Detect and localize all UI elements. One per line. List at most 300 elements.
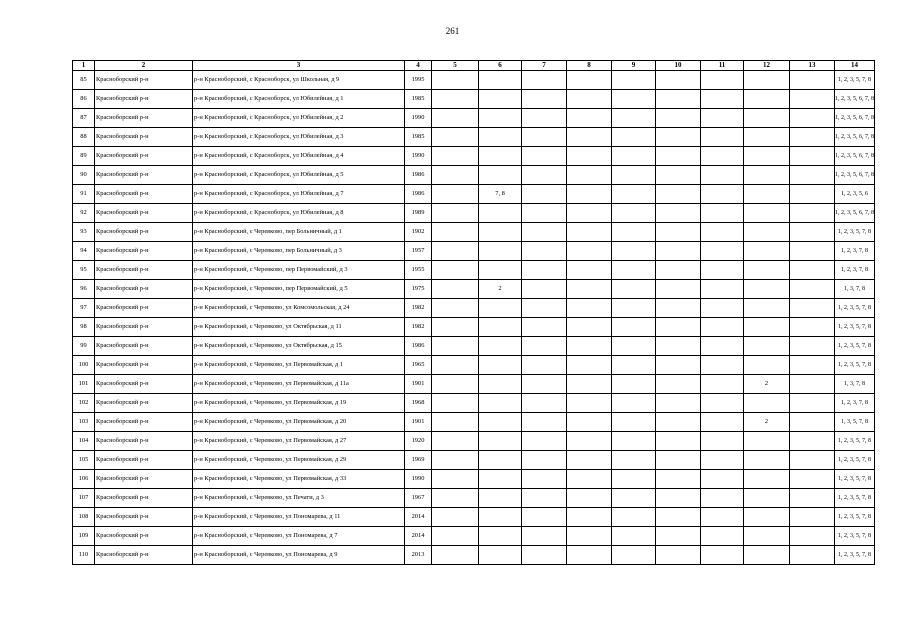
col13-cell [790,413,835,432]
col9-cell [612,299,656,318]
col5-cell [432,185,479,204]
year-cell: 1965 [405,356,432,375]
col8-cell [567,280,612,299]
col7-cell [522,451,567,470]
work-types-cell: 1, 2, 3, 5, 7, 8 [835,71,875,90]
col7-cell [522,356,567,375]
col11-cell [701,489,744,508]
col11-cell [701,280,744,299]
row-number-cell: 105 [73,451,95,470]
col6-cell [479,413,522,432]
col12-cell: 2 [744,375,790,394]
table-row [73,71,875,90]
address-cell: р-н Красноборский, с Красноборск, ул Юбилейная, д 2 [193,109,405,128]
district-cell: Красноборский р-н [95,280,193,299]
year-cell: 1990 [405,470,432,489]
col6-cell [479,318,522,337]
col9-cell [612,375,656,394]
column-header: 2 [95,61,193,71]
work-types-cell: 1, 2, 3, 5, 6, 7, 8 [835,90,875,109]
col5-cell [432,318,479,337]
year-cell: 1969 [405,451,432,470]
work-types-cell: 1, 2, 3, 5, 6, 7, 8 [835,147,875,166]
year-cell: 1955 [405,261,432,280]
col11-cell [701,337,744,356]
col7-cell [522,128,567,147]
col7-cell [522,413,567,432]
work-types-cell: 1, 2, 3, 5, 7, 8 [835,356,875,375]
col10-cell [656,375,701,394]
col10-cell [656,356,701,375]
col9-cell [612,470,656,489]
col13-cell [790,261,835,280]
col7-cell [522,223,567,242]
col12-cell [744,318,790,337]
year-cell: 1957 [405,242,432,261]
table-row [73,318,875,337]
year-cell: 1990 [405,109,432,128]
col12-cell [744,546,790,565]
column-header: 3 [193,61,405,71]
table-row [73,375,875,394]
col11-cell [701,451,744,470]
col12-cell [744,470,790,489]
col11-cell [701,109,744,128]
col13-cell [790,508,835,527]
row-number-cell: 96 [73,280,95,299]
address-cell: р-н Красноборский, с Красноборск, ул Юбилейная, д 7 [193,185,405,204]
col8-cell [567,489,612,508]
col13-cell [790,356,835,375]
col8-cell [567,185,612,204]
col6-cell [479,166,522,185]
col13-cell [790,546,835,565]
col6-cell [479,71,522,90]
col10-cell [656,413,701,432]
col8-cell [567,546,612,565]
work-types-cell: 1, 2, 3, 5, 6, 7, 8 [835,109,875,128]
row-number-cell: 104 [73,432,95,451]
row-number-cell: 89 [73,147,95,166]
address-cell: р-н Красноборский, с Красноборск, ул Юбилейная, д 1 [193,90,405,109]
col6-cell [479,261,522,280]
col13-cell [790,204,835,223]
address-cell: р-н Красноборский, с Черевково, ул Первомайская, д 27 [193,432,405,451]
work-types-cell: 1, 2, 3, 5, 7, 8 [835,508,875,527]
address-cell: р-н Красноборский, с Черевково, ул Комсомольская, д 24 [193,299,405,318]
col13-cell [790,318,835,337]
col9-cell [612,204,656,223]
district-cell: Красноборский р-н [95,166,193,185]
row-number-cell: 88 [73,128,95,147]
col10-cell [656,432,701,451]
col5-cell [432,432,479,451]
column-header: 1 [73,61,95,71]
col8-cell [567,223,612,242]
column-header: 10 [656,61,701,71]
col7-cell [522,71,567,90]
col10-cell [656,90,701,109]
col7-cell [522,261,567,280]
district-cell: Красноборский р-н [95,299,193,318]
row-number-cell: 85 [73,71,95,90]
col7-cell [522,204,567,223]
year-cell: 1995 [405,71,432,90]
col13-cell [790,375,835,394]
col9-cell [612,71,656,90]
address-cell: р-н Красноборский, с Черевково, пер Больничный, д 1 [193,223,405,242]
col9-cell [612,413,656,432]
col7-cell [522,299,567,318]
col9-cell [612,128,656,147]
district-cell: Красноборский р-н [95,147,193,166]
col11-cell [701,71,744,90]
table-row [73,527,875,546]
district-cell: Красноборский р-н [95,185,193,204]
col8-cell [567,318,612,337]
col12-cell [744,280,790,299]
district-cell: Красноборский р-н [95,318,193,337]
col6-cell [479,109,522,128]
table-row [73,242,875,261]
address-cell: р-н Красноборский, с Красноборск, ул Юбилейная, д 3 [193,128,405,147]
col7-cell [522,470,567,489]
address-cell: р-н Красноборский, с Черевково, ул Пономарева, д 9 [193,546,405,565]
col11-cell [701,413,744,432]
work-types-cell: 1, 2, 3, 7, 8 [835,261,875,280]
col7-cell [522,242,567,261]
col6-cell [479,527,522,546]
col10-cell [656,185,701,204]
col8-cell [567,470,612,489]
col6-cell [479,508,522,527]
row-number-cell: 86 [73,90,95,109]
col5-cell [432,413,479,432]
col5-cell [432,489,479,508]
row-number-cell: 108 [73,508,95,527]
table-row [73,432,875,451]
col12-cell [744,147,790,166]
district-cell: Красноборский р-н [95,527,193,546]
district-cell: Красноборский р-н [95,109,193,128]
work-types-cell: 1, 2, 3, 5, 6, 7, 8 [835,204,875,223]
work-types-cell: 1, 2, 3, 5, 7, 8 [835,546,875,565]
col8-cell [567,451,612,470]
col9-cell [612,147,656,166]
col12-cell [744,432,790,451]
work-types-cell: 1, 2, 3, 5, 6, 7, 8 [835,128,875,147]
col7-cell [522,508,567,527]
col9-cell [612,90,656,109]
col5-cell [432,356,479,375]
row-number-cell: 100 [73,356,95,375]
address-cell: р-н Красноборский, с Черевково, ул Первомайская, д 20 [193,413,405,432]
district-cell: Красноборский р-н [95,432,193,451]
col11-cell [701,508,744,527]
col12-cell [744,527,790,546]
col10-cell [656,546,701,565]
year-cell: 1982 [405,299,432,318]
col8-cell [567,432,612,451]
col11-cell [701,470,744,489]
col10-cell [656,204,701,223]
work-types-cell: 1, 2, 3, 5, 6, 7, 8 [835,166,875,185]
year-cell: 1985 [405,90,432,109]
col11-cell [701,90,744,109]
row-number-cell: 95 [73,261,95,280]
col12-cell [744,394,790,413]
col8-cell [567,109,612,128]
table-row [73,166,875,185]
col5-cell [432,71,479,90]
col12-cell [744,242,790,261]
table-row [73,185,875,204]
col10-cell [656,166,701,185]
year-cell: 2014 [405,527,432,546]
col9-cell [612,432,656,451]
col9-cell [612,223,656,242]
col11-cell [701,375,744,394]
col5-cell [432,223,479,242]
district-cell: Красноборский р-н [95,71,193,90]
col7-cell [522,280,567,299]
year-cell: 1986 [405,337,432,356]
table-row [73,223,875,242]
col11-cell [701,128,744,147]
table-row [73,147,875,166]
col11-cell [701,394,744,413]
col8-cell [567,375,612,394]
address-cell: р-н Красноборский, с Красноборск, ул Юбилейная, д 4 [193,147,405,166]
table-row [73,546,875,565]
col11-cell [701,147,744,166]
col7-cell [522,432,567,451]
col10-cell [656,337,701,356]
col7-cell [522,109,567,128]
col6-cell [479,90,522,109]
col10-cell [656,147,701,166]
col5-cell [432,299,479,318]
col7-cell [522,546,567,565]
work-types-cell: 1, 3, 7, 8 [835,375,875,394]
district-cell: Красноборский р-н [95,90,193,109]
address-cell: р-н Красноборский, с Красноборск, ул Школьная, д 9 [193,71,405,90]
col9-cell [612,185,656,204]
col11-cell [701,356,744,375]
table-row [73,261,875,280]
col10-cell [656,299,701,318]
col6-cell: 7, 8 [479,185,522,204]
table-row [73,299,875,318]
work-types-cell: 1, 3, 7, 8 [835,280,875,299]
col9-cell [612,280,656,299]
col8-cell [567,356,612,375]
column-header: 7 [522,61,567,71]
col11-cell [701,318,744,337]
row-number-cell: 109 [73,527,95,546]
year-cell: 1967 [405,489,432,508]
col10-cell [656,489,701,508]
row-number-cell: 97 [73,299,95,318]
col8-cell [567,299,612,318]
row-number-cell: 99 [73,337,95,356]
district-cell: Красноборский р-н [95,337,193,356]
col12-cell [744,299,790,318]
district-cell: Красноборский р-н [95,261,193,280]
table-row [73,356,875,375]
col5-cell [432,128,479,147]
col11-cell [701,432,744,451]
col5-cell [432,280,479,299]
year-cell: 2014 [405,508,432,527]
col5-cell [432,394,479,413]
col11-cell [701,299,744,318]
col13-cell [790,527,835,546]
col6-cell: 2 [479,280,522,299]
col8-cell [567,413,612,432]
column-header: 12 [744,61,790,71]
col12-cell [744,204,790,223]
district-cell: Красноборский р-н [95,356,193,375]
table-row [73,489,875,508]
col10-cell [656,242,701,261]
work-types-cell: 1, 2, 3, 5, 7, 8 [835,470,875,489]
col8-cell [567,128,612,147]
table-row [73,413,875,432]
col13-cell [790,166,835,185]
row-number-cell: 92 [73,204,95,223]
col8-cell [567,147,612,166]
address-cell: р-н Красноборский, с Черевково, ул Пономарева, д 11 [193,508,405,527]
col9-cell [612,242,656,261]
col10-cell [656,223,701,242]
district-cell: Красноборский р-н [95,204,193,223]
row-number-cell: 94 [73,242,95,261]
col5-cell [432,527,479,546]
col13-cell [790,470,835,489]
col12-cell [744,337,790,356]
col6-cell [479,204,522,223]
year-cell: 1986 [405,166,432,185]
address-cell: р-н Красноборский, с Красноборск, ул Юбилейная, д 5 [193,166,405,185]
col11-cell [701,204,744,223]
table-row [73,204,875,223]
row-number-cell: 103 [73,413,95,432]
work-types-cell: 1, 2, 3, 7, 8 [835,242,875,261]
col8-cell [567,527,612,546]
district-cell: Красноборский р-н [95,489,193,508]
district-cell: Красноборский р-н [95,413,193,432]
col13-cell [790,489,835,508]
table-row [73,451,875,470]
col9-cell [612,337,656,356]
col9-cell [612,546,656,565]
col7-cell [522,90,567,109]
col12-cell [744,166,790,185]
col11-cell [701,261,744,280]
row-number-cell: 107 [73,489,95,508]
year-cell: 1975 [405,280,432,299]
address-cell: р-н Красноборский, с Черевково, ул Октябрьская, д 11 [193,318,405,337]
col6-cell [479,128,522,147]
address-cell: р-н Красноборский, с Черевково, ул Первомайская, д 1 [193,356,405,375]
col13-cell [790,147,835,166]
row-number-cell: 87 [73,109,95,128]
col8-cell [567,204,612,223]
address-cell: р-н Красноборский, с Черевково, пер Первомайский, д 3 [193,261,405,280]
row-number-cell: 101 [73,375,95,394]
col7-cell [522,527,567,546]
col6-cell [479,356,522,375]
work-types-cell: 1, 3, 5, 7, 8 [835,413,875,432]
address-cell: р-н Красноборский, с Черевково, ул Пономарева, д 7 [193,527,405,546]
work-types-cell: 1, 2, 3, 5, 7, 8 [835,451,875,470]
col13-cell [790,223,835,242]
col13-cell [790,185,835,204]
col7-cell [522,185,567,204]
col11-cell [701,242,744,261]
district-cell: Красноборский р-н [95,128,193,147]
col13-cell [790,109,835,128]
col9-cell [612,261,656,280]
col10-cell [656,527,701,546]
col8-cell [567,90,612,109]
col13-cell [790,451,835,470]
col11-cell [701,166,744,185]
column-header: 14 [835,61,875,71]
district-cell: Красноборский р-н [95,508,193,527]
col12-cell [744,451,790,470]
work-types-cell: 1, 2, 3, 5, 7, 8 [835,527,875,546]
address-cell: р-н Красноборский, с Красноборск, ул Юбилейная, д 8 [193,204,405,223]
col6-cell [479,451,522,470]
column-header: 6 [479,61,522,71]
col10-cell [656,128,701,147]
col9-cell [612,527,656,546]
col12-cell: 2 [744,413,790,432]
address-cell: р-н Красноборский, с Черевково, ул Первомайская, д 19 [193,394,405,413]
district-cell: Красноборский р-н [95,375,193,394]
year-cell: 1982 [405,318,432,337]
col12-cell [744,223,790,242]
table-row [73,394,875,413]
row-number-cell: 98 [73,318,95,337]
col13-cell [790,242,835,261]
col10-cell [656,261,701,280]
col8-cell [567,242,612,261]
row-number-cell: 106 [73,470,95,489]
col8-cell [567,508,612,527]
column-header: 5 [432,61,479,71]
col10-cell [656,280,701,299]
col10-cell [656,318,701,337]
table-row [73,280,875,299]
work-types-cell: 1, 2, 3, 5, 6 [835,185,875,204]
col5-cell [432,508,479,527]
district-cell: Красноборский р-н [95,451,193,470]
col8-cell [567,394,612,413]
page-number: 261 [445,26,460,36]
col5-cell [432,109,479,128]
year-cell: 1968 [405,394,432,413]
col10-cell [656,508,701,527]
col9-cell [612,166,656,185]
col8-cell [567,261,612,280]
col5-cell [432,375,479,394]
col13-cell [790,280,835,299]
col10-cell [656,470,701,489]
year-cell: 1901 [405,413,432,432]
